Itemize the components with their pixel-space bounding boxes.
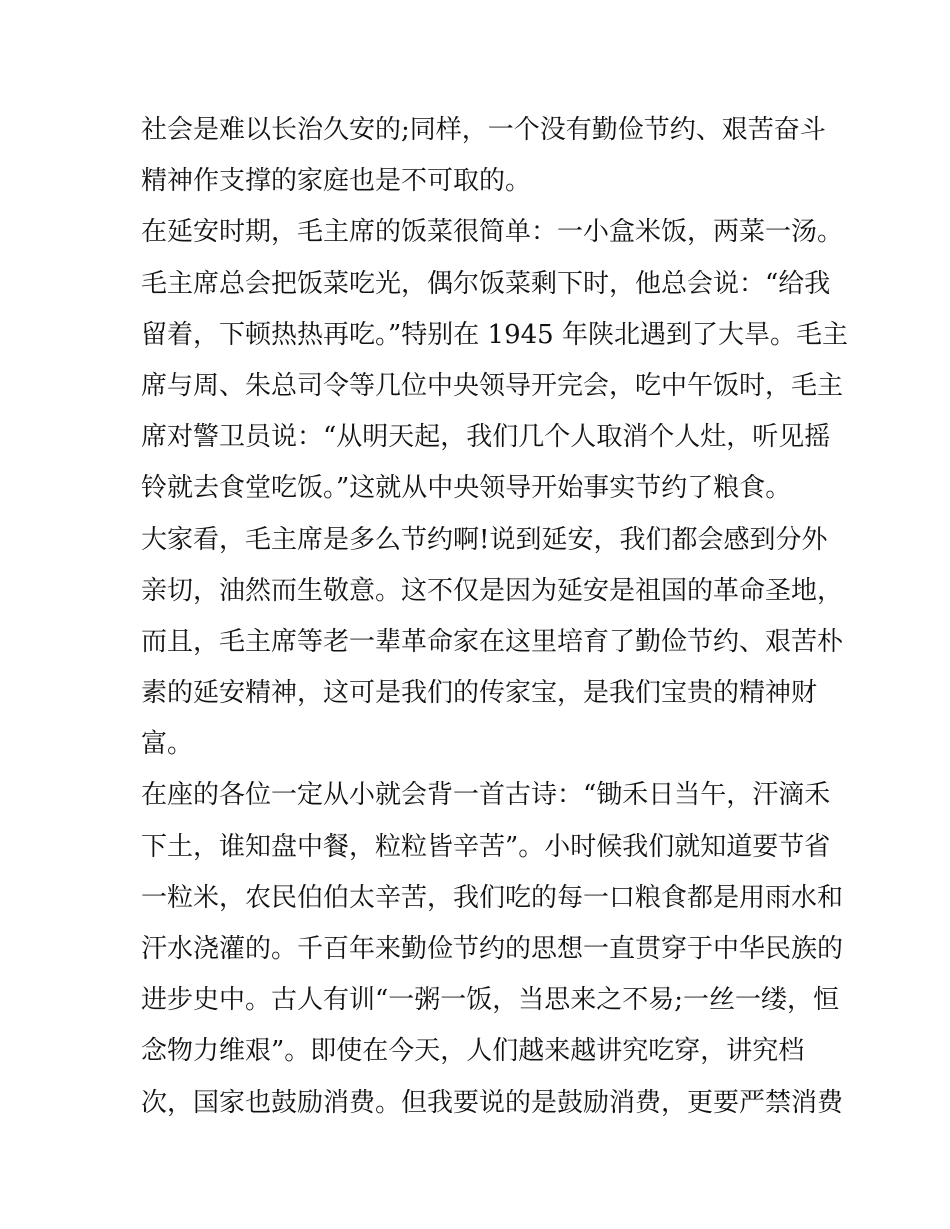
- text-line: 留着，下顿热热再吃。”特别在 1945 年陕北遇到了大旱。毛主: [141, 319, 848, 350]
- text-line: 毛主席总会把饭菜吃光，偶尔饭菜剩下时，他总会说：“给我: [141, 268, 831, 299]
- text-line: 次，国家也鼓励消费。但我要说的是鼓励消费，更要严禁消费: [141, 1087, 844, 1118]
- text-line: 在延安时期，毛主席的饭菜很简单：一小盒米饭，两菜一汤。: [141, 217, 844, 248]
- text-line: 一粒米，农民伯伯太辛苦，我们吃的每一口粮食都是用雨水和: [141, 882, 844, 913]
- text-line: 亲切，油然而生敬意。这不仅是因为延安是祖国的革命圣地，: [141, 575, 844, 606]
- text-line: 念物力维艰”。即使在今天，人们越来越讲究吃穿，讲究档: [141, 1036, 805, 1067]
- text-line: 席对警卫员说：“从明天起，我们几个人取消个人灶，听见摇: [141, 422, 831, 453]
- text-line: 精神作支撑的家庭也是不可取的。: [141, 166, 532, 197]
- text-line: 席与周、朱总司令等几位中央领导开完会，吃中午饭时，毛主: [141, 370, 844, 401]
- text-line: 大家看，毛主席是多么节约啊!说到延安，我们都会感到分外: [141, 524, 828, 555]
- text-line: 富。: [141, 729, 194, 760]
- text-line: 而且，毛主席等老一辈革命家在这里培育了勤俭节约、艰苦朴: [141, 626, 844, 657]
- text-line: 铃就去食堂吃饭。”这就从中央领导开始事实节约了粮食。: [141, 473, 792, 504]
- text-line: 进步史中。古人有训“一粥一饭，当思来之不易;一丝一缕，恒: [141, 985, 840, 1016]
- text-line: 汗水浇灌的。千百年来勤俭节约的思想一直贯穿于中华民族的: [141, 934, 844, 964]
- body-text: [141, 105, 848, 1129]
- text-line: 下土，谁知盘中餐，粒粒皆辛苦”。小时候我们就知道要节省: [141, 831, 831, 862]
- text-line: 素的延安精神，这可是我们的传家宝，是我们宝贵的精神财: [141, 678, 818, 709]
- text-line: 社会是难以长治久安的;同样，一个没有勤俭节约、艰苦奋斗: [141, 115, 826, 145]
- text-line: 在座的各位一定从小就会背一首古诗：“锄禾日当午，汗滴禾: [141, 780, 831, 811]
